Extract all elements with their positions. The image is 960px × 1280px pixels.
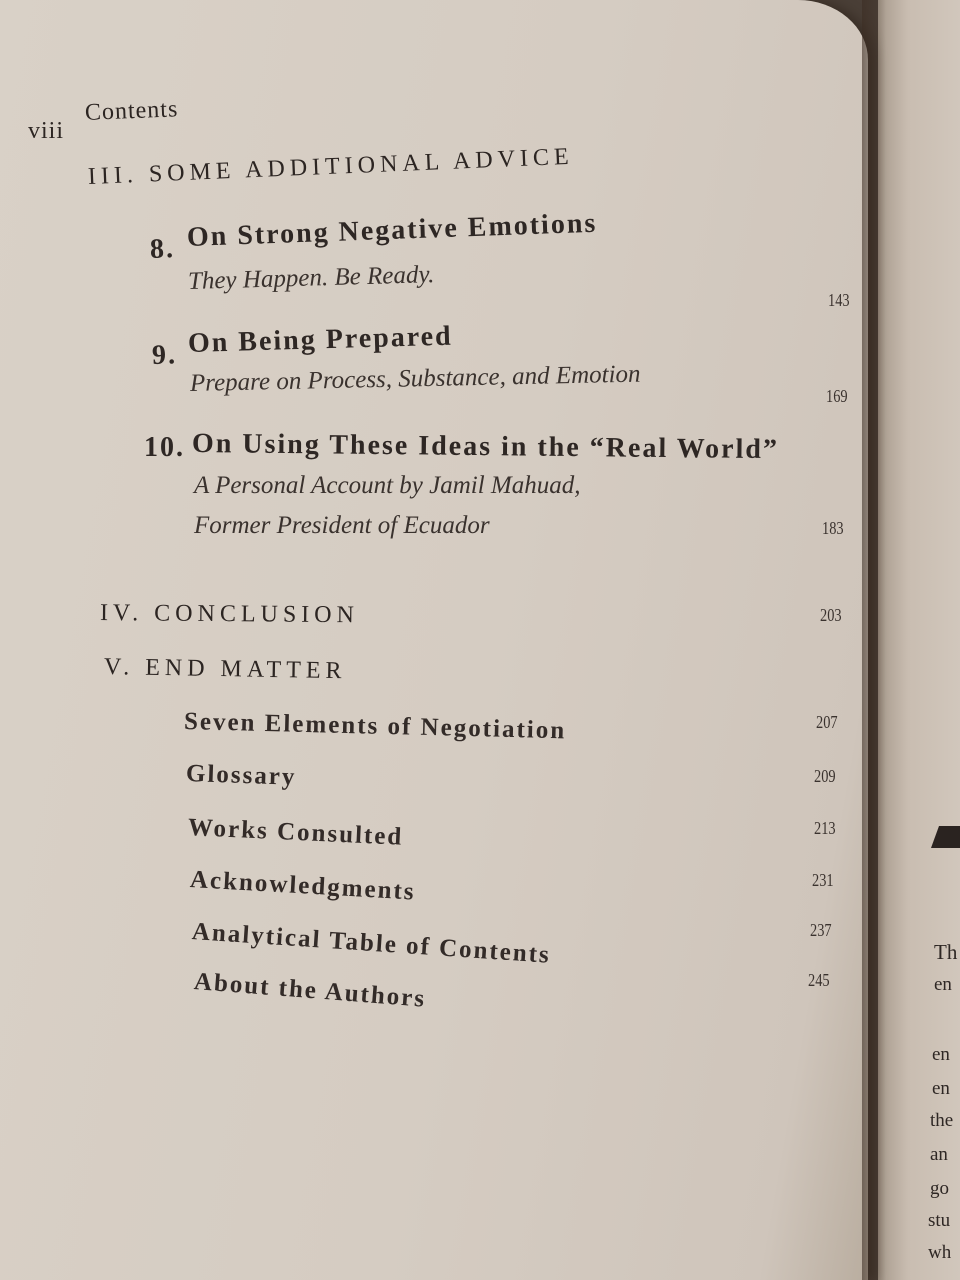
show-through-text (590, 665, 596, 688)
chapter-number: 10. (144, 432, 185, 463)
facing-page-text: en (932, 1044, 950, 1065)
part-heading: III. SOME ADDITIONAL ADVICE (87, 143, 575, 190)
end-matter-item: Analytical Table of Contents (191, 918, 552, 969)
running-head-title: Contents (84, 96, 179, 126)
page-number: 213 (814, 818, 836, 838)
end-matter-item: Works Consulted (187, 814, 404, 851)
chapter-title: On Using These Ideas in the “Real World” (191, 428, 780, 466)
page-number: 207 (816, 712, 838, 732)
page-number: 169 (826, 386, 848, 406)
chapter-subtitle-line1: A Personal Account by Jamil Mahuad, (194, 472, 581, 499)
facing-page-text: Th (934, 940, 958, 964)
page-number: 237 (810, 920, 832, 940)
end-matter-item: Acknowledgments (189, 866, 417, 906)
chapter-title: On Strong Negative Emotions (186, 207, 598, 253)
facing-page-text: en (934, 974, 952, 995)
gutter-shadow (862, 0, 886, 1280)
chapter-subtitle: Prepare on Process, Substance, and Emotion (189, 360, 641, 397)
chapter-title: On Being Prepared (187, 320, 454, 359)
facing-page-text: go (930, 1178, 949, 1199)
end-matter-item: About the Authors (193, 968, 428, 1013)
facing-page-text: stu (928, 1210, 951, 1231)
page-number: 183 (822, 518, 844, 538)
facing-page-text: wh (928, 1242, 952, 1263)
facing-page-text: the (930, 1110, 954, 1131)
chapter-number: 8. (149, 233, 176, 265)
facing-page-text: en (932, 1078, 950, 1099)
page-number: 143 (828, 290, 850, 310)
part-heading: IV. CONCLUSION (99, 600, 360, 629)
end-matter-item: Seven Elements of Negotiation (183, 708, 567, 745)
page-number: 231 (812, 870, 834, 890)
chapter-number: 9. (151, 339, 178, 371)
page-number: 209 (814, 766, 836, 786)
page-number: 245 (808, 970, 830, 990)
folio: viii (28, 118, 65, 144)
chapter-subtitle-line2: Former President of Ecuador (194, 512, 490, 539)
chapter-subtitle: They Happen. Be Ready. (187, 261, 435, 295)
page-number: 203 (820, 605, 842, 625)
facing-page-text: an (930, 1144, 948, 1165)
end-matter-item: Glossary (185, 760, 297, 791)
part-heading: V. END MATTER (103, 654, 347, 685)
